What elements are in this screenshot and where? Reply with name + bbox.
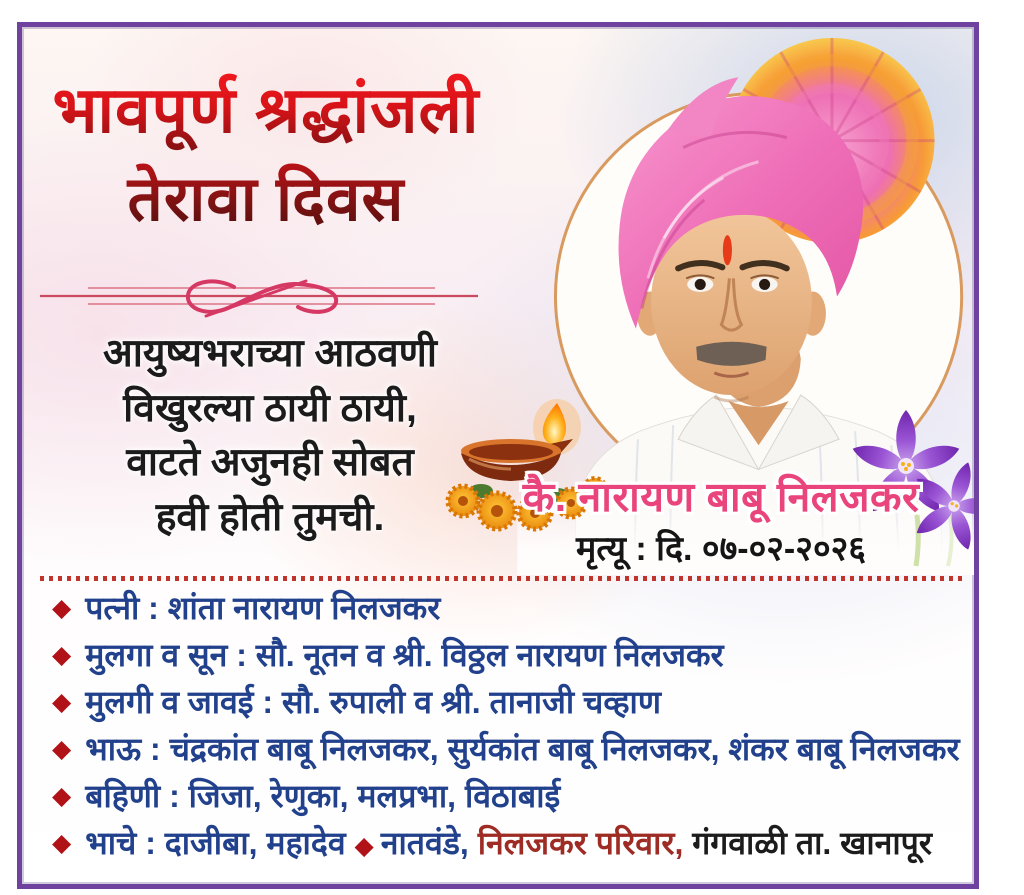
title-line-2: तेरावा दिवस: [40, 156, 492, 244]
family-line-text: मुलगी व जावई : सौ. रुपाली व श्री. तानाजी चव्हाण: [85, 683, 661, 720]
family-line-text: पत्नी : शांता नारायण निलजकर: [85, 589, 441, 626]
family-line: [46, 773, 964, 820]
poem-line: वाटते अजुनही सोबत: [126, 441, 414, 485]
family-line: [46, 632, 964, 679]
family-line-text: भाचे : दाजीबा, महादेव ◆ नातवंडे, निलजकर परिवार, गंगवाळी ता. खानापूर: [85, 824, 932, 861]
poem-line: हवी होती तुमची.: [155, 495, 385, 539]
diamond-bullet-icon: ◆: [52, 594, 72, 622]
calligraphic-flourish-icon: [38, 275, 508, 321]
family-line: [46, 585, 964, 632]
diamond-bullet-icon: ◆: [52, 735, 72, 763]
family-line-text: भाऊ : चंद्रकांत बाबू निलजकर, सुर्यकांत बाबू निलजकर, शंकर बाबू निलजकर: [85, 730, 960, 767]
memorial-poem: [44, 327, 496, 545]
family-list: [46, 585, 964, 867]
family-line-text: मुलगा व सून : सौ. नूतन व श्री. विठ्ठल नारायण निलजकर: [85, 636, 724, 673]
poem-line: विखुरल्या ठायी ठायी,: [123, 386, 417, 430]
diamond-bullet-icon: ◆: [52, 641, 72, 669]
family-line: [46, 679, 964, 726]
tilak-mark: [723, 235, 732, 265]
mustache: [696, 342, 766, 366]
poem-line: आयुष्यभराच्या आठवणी: [103, 332, 437, 375]
title-line-1: भावपूर्ण श्रद्धांजली: [40, 65, 492, 156]
family-line: [46, 820, 964, 867]
death-date: मृत्यू : दि. ०७-०२-२०२६: [576, 530, 866, 568]
memorial-card: [17, 22, 979, 889]
diamond-bullet-icon: ◆: [52, 688, 72, 716]
family-line-text: बहिणी : जिजा, रेणुका, मलप्रभा, विठाबाई: [85, 777, 561, 814]
diamond-bullet-icon: ◆: [52, 829, 72, 857]
dotted-separator: [40, 576, 964, 581]
page-title: [40, 65, 492, 244]
family-line: [46, 726, 964, 773]
diamond-bullet-icon: ◆: [52, 782, 72, 810]
divider: [38, 275, 508, 321]
deceased-name: कै. नारायण बाबू निलजकर: [522, 474, 920, 520]
